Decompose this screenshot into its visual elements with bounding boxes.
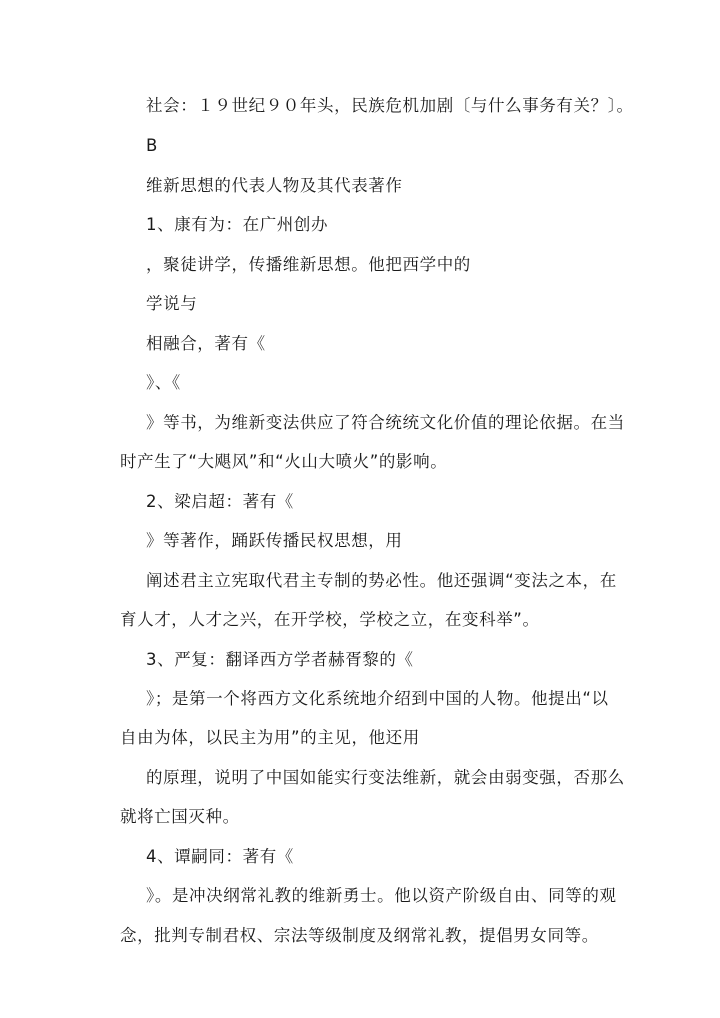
text-line-heading: 维新思想的代表人物及其代表著作 [146,176,403,195]
text-line-liang-2: 》等著作，踊跃传播民权思想，用 [146,531,403,550]
text-line-yan-2: 》；是第一个将西方文化系统地介绍到中国的人物。他提出“以 [146,689,609,708]
text-line-tan-1: 4、谭嗣同：著有《 [146,847,294,866]
text-line-tan-3: 念，批判专制君权、宗法等级制度及纲常礼教，提倡男女同等。 [120,926,599,945]
text-line-kang-7: 时产生了“大飓风”和“火山大喷火”的影响。 [120,452,448,471]
text-line-liang-3: 阐述君主立宪取代君主专制的势必性。他还强调“变法之本，在 [146,571,617,590]
text-line-tan-2: 》。是冲决纲常礼教的维新勇士。他以资产阶级自由、同等的观 [146,886,617,905]
text-line-kang-6: 》等书，为维新变法供应了符合统统文化价值的理论依据。在当 [146,413,625,432]
text-line-kang-2: ，聚徒讲学，传播维新思想。他把西学中的 [146,255,471,274]
text-line-kang-1: 1、康有为：在广州创办 [146,215,329,234]
text-line-kang-4: 相融合，著有《 [146,334,266,353]
text-line-kang-5: 》、《 [146,373,181,392]
text-line-liang-4: 育人才，人才之兴，在开学校，学校之立，在变科举”。 [120,610,540,629]
text-line-society: 社会：１９世纪９０年头，民族危机加剧〔与什么事务有关？〕。 [146,96,634,115]
text-line-yan-3: 自由为体，以民主为用”的主见，他还用 [120,728,420,747]
text-line-liang-1: 2、梁启超：著有《 [146,492,294,511]
text-line-b: B [146,136,158,155]
text-line-yan-5: 就将亡国灭种。 [120,807,240,826]
text-line-yan-1: 3、严复：翻译西方学者赫胥黎的《 [146,650,414,669]
text-line-yan-4: 的原理，说明了中国如能实行变法维新，就会由弱变强，否那么 [146,768,625,787]
text-line-kang-3: 学说与 [146,294,198,313]
